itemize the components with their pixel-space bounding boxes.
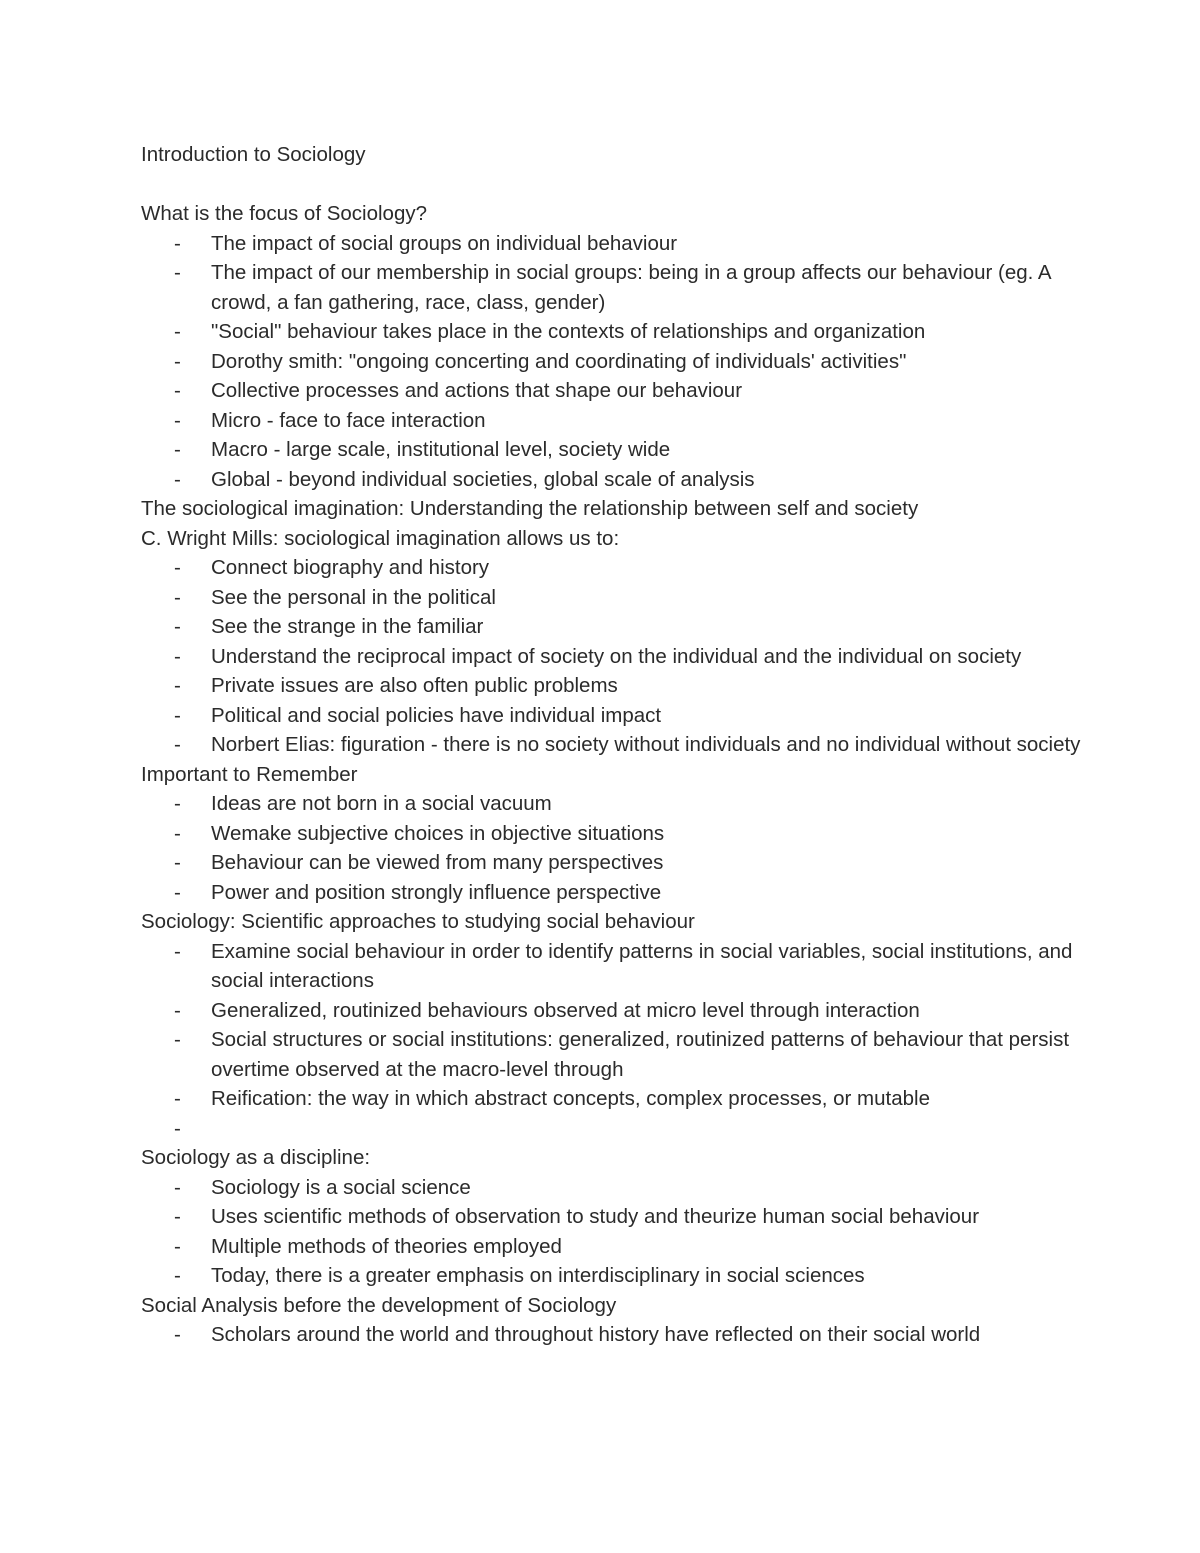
list-item — [141, 937, 1081, 996]
section-heading: Sociology: Scientific approaches to studying social behaviour — [141, 910, 695, 933]
list-item-text: Global - beyond individual societies, global scale of analysis — [211, 467, 755, 491]
bullet-dash: - — [174, 733, 181, 756]
bullet-dash: - — [174, 320, 181, 343]
bullet-dash: - — [174, 1264, 181, 1287]
section — [141, 1291, 1081, 1350]
bullet-dash: - — [174, 408, 181, 432]
list-item — [141, 1232, 1081, 1262]
section-heading: The sociological imagination: Understanding the relationship between self and society — [141, 497, 919, 520]
list-item-text: Macro - large scale, institutional level, society wide — [211, 438, 671, 461]
section — [141, 907, 1081, 1143]
bullet-dash: - — [174, 379, 181, 402]
section — [141, 760, 1081, 908]
list-item-text: Collective processes and actions that shape our behaviour — [211, 379, 743, 402]
bullet-dash: - — [174, 1323, 181, 1346]
list-item-text: Social structures or social institutions: generalized, routinized patterns of behaviour that persist overtime observed at the macro-level through — [211, 1028, 1070, 1081]
bullet-dash: - — [174, 821, 181, 845]
list-item-text: The impact of social groups on individual behaviour — [211, 231, 678, 255]
list-item-text: See the strange in the familiar — [211, 615, 484, 638]
list-item — [141, 258, 1081, 317]
bullet-dash: - — [174, 644, 181, 668]
bullet-dash: - — [174, 349, 181, 373]
bullet-dash: - — [174, 1087, 181, 1110]
list-item — [141, 671, 1081, 701]
bullet-dash: - — [174, 674, 181, 697]
list-item-text: Wemake subjective choices in objective situations — [211, 821, 665, 845]
bullet-dash: - — [174, 438, 181, 461]
list-item-text: See the personal in the political — [211, 585, 496, 609]
list-item — [141, 1173, 1081, 1203]
bullet-dash: - — [174, 792, 181, 815]
list-item-text: Ideas are not born in a social vacuum — [211, 792, 552, 815]
list-item — [141, 553, 1081, 583]
bullet-dash: - — [174, 1028, 181, 1051]
bullet-dash: - — [174, 1116, 181, 1140]
bullet-list — [141, 937, 1081, 1144]
bullet-list — [141, 1320, 1081, 1350]
section-heading: What is the focus of Sociology? — [141, 202, 428, 225]
list-item — [141, 730, 1081, 760]
list-item — [141, 789, 1081, 819]
section — [141, 199, 1081, 494]
list-item — [141, 819, 1081, 849]
section-heading: C. Wright Mills: sociological imagination allows us to: — [141, 526, 620, 550]
bullet-dash: - — [174, 231, 181, 255]
list-item-text: Understand the reciprocal impact of society on the individual and the individual on society — [211, 644, 1022, 668]
list-item-text: Norbert Elias: figuration - there is no society without individuals and no individual without society — [211, 733, 1081, 756]
section-heading: Social Analysis before the development of Sociology — [141, 1293, 617, 1317]
list-item — [141, 996, 1081, 1026]
list-item-text: Uses scientific methods of observation to study and theurize human social behaviour — [211, 1205, 980, 1228]
section-heading: Sociology as a discipline: — [141, 1146, 371, 1169]
section — [141, 524, 1081, 760]
list-item-text: Today, there is a greater emphasis on interdisciplinary in social sciences — [211, 1264, 865, 1287]
list-item-text: Connect biography and history — [211, 556, 490, 579]
list-item-text: Private issues are also often public problems — [211, 674, 618, 697]
bullet-dash: - — [174, 1205, 181, 1228]
list-item-text: Behaviour can be viewed from many perspectives — [211, 851, 664, 874]
list-item — [141, 347, 1081, 377]
document-title-block — [141, 140, 1081, 170]
bullet-dash: - — [174, 998, 181, 1022]
list-item — [141, 583, 1081, 613]
list-item-text: Political and social policies have individual impact — [211, 703, 662, 727]
list-item-text: Multiple methods of theories employed — [211, 1234, 562, 1258]
list-item-text: "Social" behaviour takes place in the contexts of relationships and organization — [211, 320, 926, 343]
list-item — [141, 1202, 1081, 1232]
list-item — [141, 376, 1081, 406]
list-item — [141, 612, 1081, 642]
bullet-dash: - — [174, 615, 181, 638]
list-item-text: Dorothy smith: "ongoing concerting and coordinating of individuals' activities" — [211, 349, 907, 373]
list-item-text: Sociology is a social science — [211, 1175, 471, 1199]
list-item — [141, 642, 1081, 672]
list-item — [141, 229, 1081, 259]
list-item — [141, 435, 1081, 465]
list-item-text: Examine social behaviour in order to identify patterns in social variables, social institutions, and social interactions — [211, 939, 1073, 992]
list-item — [141, 465, 1081, 495]
list-item-text: Scholars around the world and throughout history have reflected on their social world — [211, 1323, 981, 1346]
list-item — [141, 1025, 1081, 1084]
list-item-text: The impact of our membership in social groups: being in a group affects our behaviour (eg. A crowd, a fan gathering, race, class, gender) — [211, 261, 1051, 314]
bullet-dash: - — [174, 703, 181, 727]
list-item-text: Micro - face to face interaction — [211, 408, 486, 432]
section-heading: Important to Remember — [141, 762, 358, 786]
bullet-dash: - — [174, 585, 181, 609]
list-item — [141, 317, 1081, 347]
bullet-dash: - — [174, 851, 181, 874]
bullet-list — [141, 553, 1081, 760]
bullet-dash: - — [174, 880, 181, 904]
list-item — [141, 848, 1081, 878]
bullet-dash: - — [174, 939, 181, 963]
list-item-text: Reification: the way in which abstract concepts, complex processes, or mutable — [211, 1087, 930, 1110]
list-item — [141, 1084, 1081, 1114]
list-item-text: Generalized, routinized behaviours observed at micro level through interaction — [211, 998, 920, 1022]
bullet-list — [141, 229, 1081, 495]
bullet-dash: - — [174, 1234, 181, 1258]
list-item — [141, 878, 1081, 908]
bullet-dash: - — [174, 1175, 181, 1199]
list-item — [141, 1261, 1081, 1291]
document-page — [141, 140, 1081, 1350]
document-title: Introduction to Sociology — [141, 143, 366, 166]
bullet-list — [141, 1173, 1081, 1291]
list-item — [141, 1114, 1081, 1144]
bullet-dash: - — [174, 556, 181, 579]
section — [141, 494, 1081, 524]
list-item — [141, 701, 1081, 731]
document-sections — [141, 199, 1081, 1350]
bullet-dash: - — [174, 261, 181, 284]
bullet-dash: - — [174, 467, 181, 491]
list-item-text: Power and position strongly influence perspective — [211, 880, 662, 904]
bullet-list — [141, 789, 1081, 907]
list-item — [141, 1320, 1081, 1350]
section — [141, 1143, 1081, 1291]
list-item — [141, 406, 1081, 436]
